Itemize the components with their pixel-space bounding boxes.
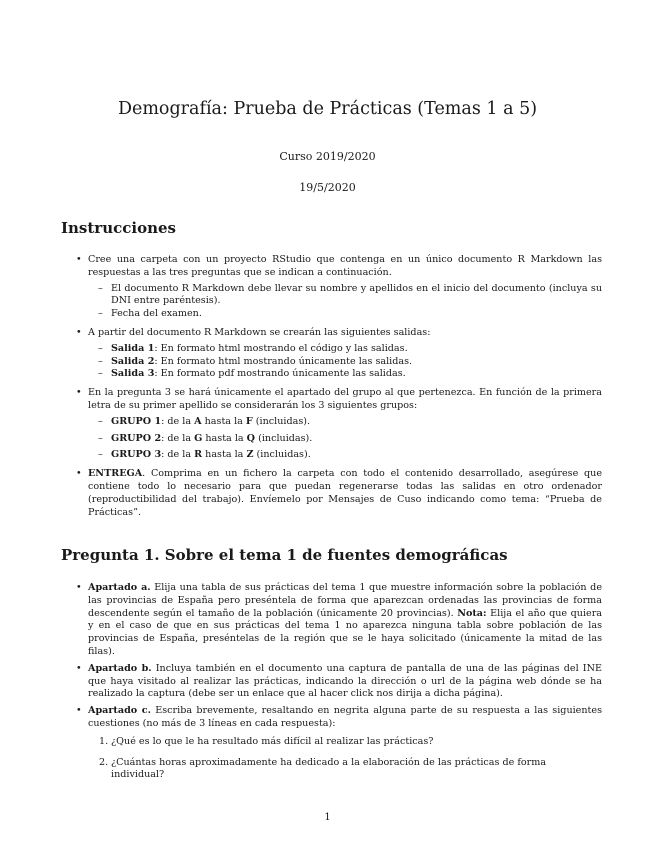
grupo-item: – GRUPO 2: de la G hasta la Q (incluidas). xyxy=(98,432,313,444)
bullet-icon: • xyxy=(76,582,82,593)
list-item: • Cree una carpeta con un proyecto RStudio que contenga en un único documento R Markdown las respuestas a las tres preguntas que se indican a continuación. xyxy=(76,254,602,278)
salida-item: – Salida 2: En formato html mostrando únicamente las salidas. xyxy=(98,355,413,367)
bullet-icon: • xyxy=(76,705,82,717)
bullet-icon: • xyxy=(76,468,82,480)
dash-icon: – xyxy=(98,308,103,320)
sub-item: – El documento R Markdown debe llevar su nombre y apellidos en el inicio del documento (incluya su DNI entre paréntesis). xyxy=(98,282,602,307)
apartado-c: • Apartado c. Escriba brevemente, resaltando en negrita alguna parte de su respuesta a las siguientes cuestiones (no más de 3 líneas en cada respuesta): xyxy=(76,705,602,729)
dash-icon: – xyxy=(98,368,103,380)
document-title: Demografía: Prueba de Prácticas (Temas 1 a 5) xyxy=(117,99,538,119)
list-item: • ENTREGA. Comprima en un fichero la carpeta con todo el contenido desarrollado, asegúrese que contiene todo lo necesario para que puedan regenerarse todas las salidas en otro ordenador (reproductibilidad del trabajo). Envíemelo por Mensajes de Cuso indicando como tema: “Prueba de Prácticas”. xyxy=(76,468,602,518)
list-item: • A partir del documento R Markdown se crearán las siguientes salidas: xyxy=(76,326,431,338)
course-label: Curso 2019/2020 xyxy=(279,150,376,163)
sub-item: – Fecha del examen. xyxy=(98,308,202,320)
pregunta1-heading: Pregunta 1. Sobre el tema 1 de fuentes demográficas xyxy=(61,546,508,564)
dash-icon: – xyxy=(98,415,103,427)
bullet-icon: • xyxy=(76,254,82,265)
salida-item: – Salida 1: En formato html mostrando el código y las salidas. xyxy=(98,342,408,354)
bullet-icon: • xyxy=(76,387,82,399)
apartado-a: • Apartado a. Elija una tabla de sus prácticas del tema 1 que muestre información sobre la población de las provincias de España pero preséntela de forma que aparezcan ordenadas las provincias de forma descendente según el tamaño de la población (únicamente 20 provincias). Nota: Elija el año que quiera y en el caso de que en sus prácticas del tema 1 no aparezca ninguna tabla sobre población de las provincias de España, preséntelas de la región que se le haya solicitado (únicamente la mitad de las filas). xyxy=(76,582,603,657)
dash-icon: – xyxy=(98,342,103,354)
list-item: • En la pregunta 3 se hará únicamente el apartado del grupo al que pertenezca. En función de la primera letra de su primer apellido se considerarán los 3 siguientes grupos: xyxy=(76,387,602,411)
instrucciones-heading: Instrucciones xyxy=(61,219,176,237)
dash-icon: – xyxy=(98,355,103,367)
dash-icon: – xyxy=(98,432,103,444)
apartado-b: • Apartado b. Incluya también en el documento una captura de pantalla de una de las páginas del INE que haya visitado al realizar las prácticas, indicando la dirección o url de la página web dónde se ha realizado la captura (debe ser un enlace que al hacer click nos dirija a dicha página). xyxy=(76,662,602,700)
question-item: 2. ¿Cuántas horas aproximadamente ha dedicado a la elaboración de las prácticas de forma individual? xyxy=(99,756,547,781)
dash-icon: – xyxy=(98,449,103,461)
bullet-icon: • xyxy=(76,662,82,674)
grupo-item: – GRUPO 3: de la R hasta la Z (incluidas). xyxy=(98,449,311,461)
bullet-icon: • xyxy=(76,326,82,338)
dash-icon: – xyxy=(98,282,103,294)
salida-item: – Salida 3: En formato pdf mostrando únicamente las salidas. xyxy=(98,368,406,380)
grupo-item: – GRUPO 1: de la A hasta la F (incluidas). xyxy=(98,415,311,427)
instrucciones-list xyxy=(62,254,602,519)
question-item: 1. ¿Qué es lo que le ha resultado más difícil al realizar las prácticas? xyxy=(99,735,434,747)
pregunta1-list xyxy=(62,582,602,782)
page-number: 1 xyxy=(324,812,331,823)
date-label: 19/5/2020 xyxy=(299,181,356,194)
